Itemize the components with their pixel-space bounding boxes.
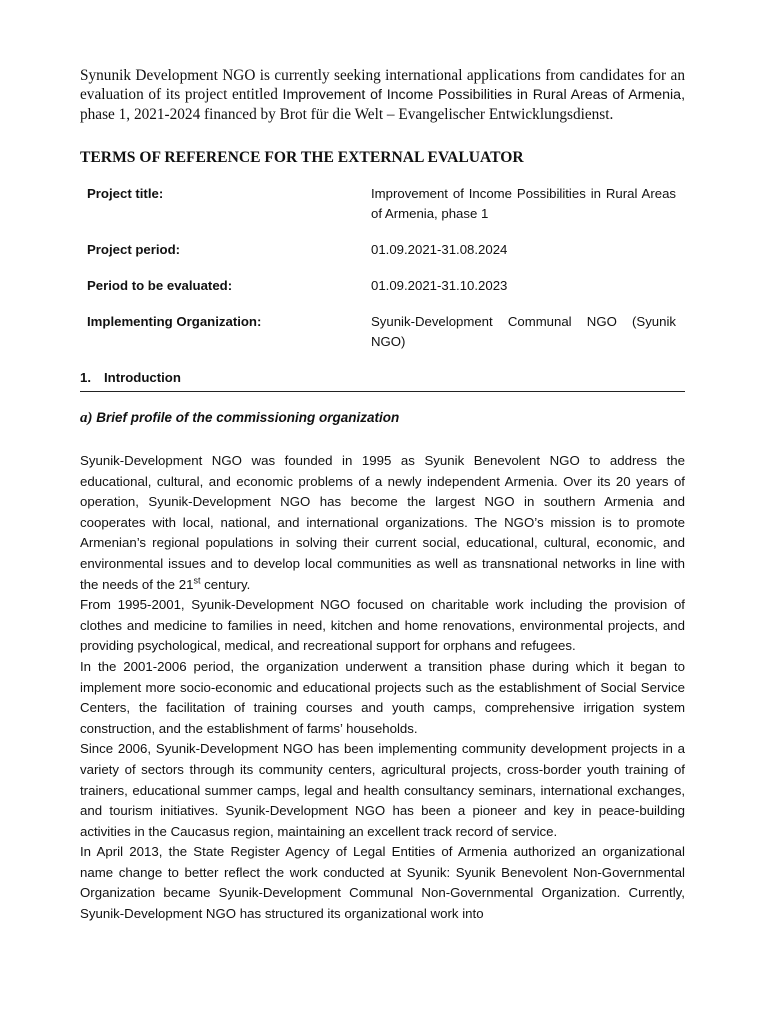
meta-value: Syunik-Development Communal NGO (Syunik NGO) [371, 314, 676, 349]
meta-label: Project title: [87, 186, 164, 201]
meta-row-period-evaluated [87, 276, 685, 296]
project-meta-table [87, 184, 685, 352]
body-text [80, 451, 685, 925]
paragraph-1995-2001: From 1995-2001, Syunik-Development NGO focused on charitable work including the provision of clothes and medicine to families in need, kitchen and home renovations, environmental projects, and providing psychological, medical, and recreational support for orphans and refugees. [80, 597, 685, 654]
paragraph-2001-2006: In the 2001-2006 period, the organization underwent a transition phase during which it began to implement more socio-economic and educational projects such as the establishment of Social Service Centers, the facilitation of training courses and youth camps, comprehensive irrigation system construction, and the establishment of farms’ households. [80, 658, 685, 736]
document-page [80, 0, 685, 925]
tor-heading: TERMS OF REFERENCE FOR THE EXTERNAL EVALUATOR [80, 149, 524, 166]
intro-project-name: Improvement of Income Possibilities in Rural Areas of Armenia, [282, 87, 686, 103]
section-title: Introduction [104, 370, 181, 385]
subheading-brief-profile [80, 408, 685, 428]
paragraph-text: Syunik-Development NGO was founded in 1995 as Syunik Benevolent NGO to address the educational, cultural, and economic problems of a newly independent Armenia. Over its 20 years of operation, Syunik-Development NGO has become the largest NGO in southern Armenia and cooperates with local, national, and international organizations. The NGO’s mission is to promote Armenian’s regional populations in solving their current social, educational, cultural, economic, and environmental issues and to develop local communities as well as transnational networks in line with the needs of the 21 [80, 453, 685, 592]
subheading-letter: a) [80, 410, 93, 426]
meta-label: Period to be evaluated: [87, 278, 233, 293]
intro-text-2: phase 1, 2021-2024 financed by Brot für die Welt – Evangelischer Entwicklungsdienst. [80, 106, 614, 123]
meta-row-project-title [87, 184, 685, 224]
subheading-text: Brief profile of the commissioning organization [92, 410, 400, 425]
superscript: st [193, 575, 201, 586]
meta-label: Project period: [87, 242, 181, 257]
paragraph-april-2013: In April 2013, the State Register Agency of Legal Entities of Armenia authorized an organizational name change to better reflect the work conducted at Syunik: Syunik Benevolent Non-Governmental Organization became Syunik-Development Communal Non-Governmental Organization. Currently, Syunik-Development NGO has structured its organizational work into [80, 844, 685, 922]
paragraph-since-2006: Since 2006, Syunik-Development NGO has been implementing community development projects in a variety of sectors through its community centers, agricultural projects, cross-border youth training of trainers, educational summer camps, legal and health consultancy seminars, international exchanges, and tourism initiatives. Syunik-Development NGO has been a pioneer and key in peace-building activities in the Caucasus region, maintaining an excellent track record of service. [80, 741, 685, 839]
paragraph-founding [80, 451, 685, 595]
intro-text-1: Synunik Development NGO is currently seeking international applications from candidates for an evaluation of its project entitled [80, 67, 685, 103]
meta-label: Implementing Organization: [87, 314, 262, 329]
meta-row-implementing-org [87, 312, 685, 352]
paragraph-text: century. [200, 576, 251, 592]
section-number: 1. [80, 370, 91, 385]
meta-row-project-period [87, 240, 685, 260]
meta-value: 01.09.2021-31.08.2024 [371, 242, 508, 257]
meta-value: 01.09.2021-31.10.2023 [371, 278, 508, 293]
intro-paragraph [80, 66, 685, 124]
meta-value: Improvement of Income Possibilities in Rural Areas of Armenia, phase 1 [371, 186, 676, 221]
section-heading-introduction [80, 368, 685, 392]
